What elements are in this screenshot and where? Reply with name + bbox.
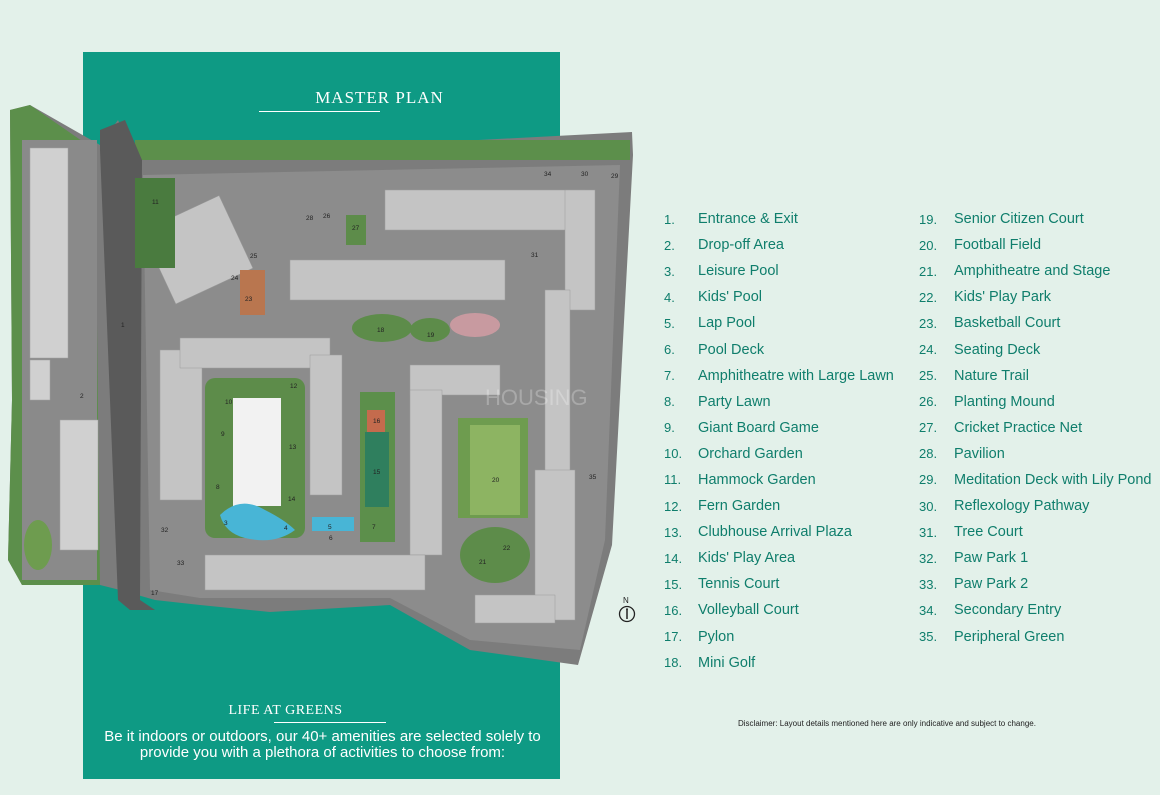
legend-number: 32. bbox=[919, 550, 938, 566]
legend-item bbox=[664, 284, 894, 310]
legend-label: Cricket Practice Net bbox=[954, 419, 1083, 436]
map-label: 23 bbox=[245, 296, 253, 303]
map-label: 30 bbox=[581, 171, 589, 178]
legend-item bbox=[919, 545, 1151, 571]
site-plan-map bbox=[0, 0, 640, 680]
section-underline bbox=[274, 722, 386, 723]
map-label: 5 bbox=[328, 524, 332, 531]
legend-item bbox=[919, 389, 1151, 415]
legend-item bbox=[664, 232, 894, 258]
hammock-garden bbox=[135, 178, 175, 268]
map-label: 26 bbox=[323, 213, 331, 220]
legend-number: 27. bbox=[919, 420, 938, 436]
map-label: 31 bbox=[531, 252, 539, 259]
legend-number: 33. bbox=[919, 576, 938, 592]
section-heading: LIFE AT GREENS bbox=[228, 703, 343, 718]
map-label: 8 bbox=[216, 484, 220, 491]
legend-item bbox=[919, 624, 1151, 650]
legend-item bbox=[919, 597, 1151, 623]
legend-number: 17. bbox=[664, 629, 683, 645]
legend-number: 29. bbox=[919, 472, 938, 488]
legend-label: Paw Park 2 bbox=[954, 576, 1029, 593]
legend-label: Amphitheatre with Large Lawn bbox=[698, 367, 894, 384]
legend-item bbox=[919, 310, 1151, 336]
legend-item bbox=[664, 545, 894, 571]
legend-item bbox=[919, 284, 1151, 310]
site-plan-svg bbox=[0, 0, 640, 680]
legend-number: 26. bbox=[919, 394, 938, 410]
map-label: 21 bbox=[479, 559, 487, 566]
map-label: 1 bbox=[121, 322, 125, 329]
map-label: 25 bbox=[250, 253, 258, 260]
legend-label: Hammock Garden bbox=[698, 471, 816, 488]
map-label: 2 bbox=[80, 393, 84, 400]
map-label: 16 bbox=[373, 418, 381, 425]
legend-number: 28. bbox=[919, 446, 938, 462]
legend-label: Drop-off Area bbox=[698, 237, 784, 254]
map-label: 11 bbox=[152, 199, 159, 206]
legend-label: Secondary Entry bbox=[954, 602, 1062, 619]
page-title: MASTER PLAN bbox=[315, 88, 444, 107]
map-label: 28 bbox=[306, 215, 314, 222]
map-label: 9 bbox=[221, 431, 225, 438]
map-label: 4 bbox=[284, 525, 288, 532]
legend-item bbox=[919, 441, 1151, 467]
legend-label: Giant Board Game bbox=[698, 419, 819, 436]
legend-label: Peripheral Green bbox=[954, 628, 1065, 645]
legend-number: 14. bbox=[664, 550, 683, 566]
legend-item bbox=[919, 206, 1151, 232]
kids-play-garden bbox=[450, 313, 500, 337]
legend-item bbox=[664, 363, 894, 389]
legend-right-column bbox=[919, 206, 1151, 650]
legend-item bbox=[919, 519, 1151, 545]
legend-label: Planting Mound bbox=[954, 393, 1055, 410]
map-label: 7 bbox=[372, 524, 376, 531]
map-label: 14 bbox=[288, 496, 296, 503]
legend-number: 35. bbox=[919, 629, 938, 645]
map-label: 13 bbox=[289, 444, 297, 451]
legend-item bbox=[919, 363, 1151, 389]
legend-number: 8. bbox=[664, 394, 675, 410]
legend-item bbox=[664, 650, 894, 676]
map-label: 15 bbox=[373, 469, 381, 476]
legend-number: 13. bbox=[664, 524, 683, 540]
basketball-court bbox=[240, 270, 265, 315]
legend-label: Kids' Play Park bbox=[954, 289, 1052, 306]
legend-label: Pavilion bbox=[954, 445, 1005, 462]
legend-number: 30. bbox=[919, 498, 938, 514]
map-label: 19 bbox=[427, 332, 435, 339]
legend-item bbox=[919, 232, 1151, 258]
legend-number: 25. bbox=[919, 368, 938, 384]
legend-number: 24. bbox=[919, 342, 938, 358]
map-label: 27 bbox=[352, 225, 360, 232]
legend-label: Clubhouse Arrival Plaza bbox=[698, 524, 852, 541]
legend-item bbox=[664, 310, 894, 336]
legend-item bbox=[664, 624, 894, 650]
north-greenbelt bbox=[135, 140, 630, 160]
legend-number: 3. bbox=[664, 263, 675, 279]
legend-number: 18. bbox=[664, 655, 683, 671]
legend-label: Seating Deck bbox=[954, 341, 1041, 358]
legend-label: Orchard Garden bbox=[698, 445, 803, 462]
legend-label: Kids' Pool bbox=[698, 289, 763, 306]
legend-label: Senior Citizen Court bbox=[954, 211, 1084, 228]
map-label: 12 bbox=[290, 383, 298, 390]
legend-number: 20. bbox=[919, 237, 938, 253]
legend-label: Tennis Court bbox=[698, 576, 780, 593]
map-label: 18 bbox=[377, 327, 385, 334]
legend-number: 23. bbox=[919, 315, 938, 331]
map-label: 34 bbox=[544, 171, 552, 178]
legend-label: Pool Deck bbox=[698, 341, 765, 358]
legend-item bbox=[664, 336, 894, 362]
legend-label: Fern Garden bbox=[698, 498, 781, 515]
legend-label: Kids' Play Area bbox=[698, 550, 796, 567]
map-label: 22 bbox=[503, 545, 511, 552]
compass-icon bbox=[617, 596, 637, 626]
legend-number: 6. bbox=[664, 342, 675, 358]
legend-number: 34. bbox=[919, 602, 938, 618]
map-label: 33 bbox=[177, 560, 185, 567]
lap-pool bbox=[312, 517, 354, 531]
legend-number: 15. bbox=[664, 576, 683, 592]
legend-number: 31. bbox=[919, 524, 938, 540]
legend-number: 11. bbox=[664, 472, 682, 488]
legend-item bbox=[664, 206, 894, 232]
section-description: Be it indoors or outdoors, our 40+ amenities are selected solely to provide you with a plethora of activities to choose from: bbox=[104, 728, 541, 761]
clubhouse bbox=[233, 398, 281, 506]
cricket-garden-west bbox=[24, 520, 52, 570]
legend-item bbox=[664, 389, 894, 415]
legend-number: 1. bbox=[664, 211, 675, 227]
map-label: 24 bbox=[231, 275, 239, 282]
legend-item bbox=[664, 441, 894, 467]
legend-number: 7. bbox=[664, 368, 675, 384]
legend-label: Party Lawn bbox=[698, 393, 771, 410]
map-label: 29 bbox=[611, 173, 619, 180]
legend-left-column bbox=[664, 206, 894, 676]
legend-item bbox=[664, 493, 894, 519]
legend-item bbox=[919, 493, 1151, 519]
legend-label: Lap Pool bbox=[698, 315, 756, 332]
legend-number: 19. bbox=[919, 211, 938, 227]
legend-item bbox=[664, 467, 894, 493]
legend-label: Basketball Court bbox=[954, 315, 1061, 332]
legend-number: 22. bbox=[919, 289, 938, 305]
legend-item bbox=[919, 336, 1151, 362]
legend-label: Entrance & Exit bbox=[698, 211, 798, 228]
legend-number: 10. bbox=[664, 446, 683, 462]
legend-label: Nature Trail bbox=[954, 367, 1029, 384]
map-label: 35 bbox=[589, 474, 597, 481]
legend-number: 4. bbox=[664, 289, 675, 305]
disclaimer: Disclaimer: Layout details mentioned here are only indicative and subject to change. bbox=[738, 719, 1036, 728]
legend-label: Paw Park 1 bbox=[954, 550, 1029, 567]
legend-label: Tree Court bbox=[954, 524, 1023, 541]
compass-letter: N bbox=[623, 596, 629, 605]
legend-number: 9. bbox=[664, 420, 675, 436]
legend-item bbox=[919, 415, 1151, 441]
legend-item bbox=[919, 258, 1151, 284]
legend-label: Volleyball Court bbox=[698, 602, 799, 619]
legend-label: Pylon bbox=[698, 628, 735, 645]
amphitheatre-park bbox=[460, 527, 530, 583]
legend-label: Amphitheatre and Stage bbox=[954, 263, 1111, 280]
legend-item bbox=[919, 571, 1151, 597]
legend-item bbox=[664, 415, 894, 441]
map-label: 3 bbox=[224, 520, 228, 527]
legend-label: Leisure Pool bbox=[698, 263, 779, 280]
map-label: 6 bbox=[329, 535, 333, 542]
legend-label: Reflexology Pathway bbox=[954, 498, 1090, 515]
legend-item bbox=[664, 258, 894, 284]
legend-label: Football Field bbox=[954, 237, 1042, 254]
legend-item bbox=[919, 467, 1151, 493]
map-label: 17 bbox=[151, 590, 159, 597]
legend-label: Meditation Deck with Lily Pond bbox=[954, 471, 1152, 488]
legend-number: 16. bbox=[664, 602, 683, 618]
legend-label: Mini Golf bbox=[698, 654, 756, 671]
legend-item bbox=[664, 519, 894, 545]
map-label: 20 bbox=[492, 477, 500, 484]
watermark: HOUSING bbox=[485, 385, 588, 410]
legend-item bbox=[664, 571, 894, 597]
football-field bbox=[470, 425, 520, 515]
map-label: 10 bbox=[225, 399, 233, 406]
legend-number: 21. bbox=[919, 263, 938, 279]
legend-number: 2. bbox=[664, 237, 675, 253]
map-label: 32 bbox=[161, 527, 169, 534]
legend-number: 12. bbox=[664, 498, 683, 514]
legend-item bbox=[664, 597, 894, 623]
legend-number: 5. bbox=[664, 315, 675, 331]
